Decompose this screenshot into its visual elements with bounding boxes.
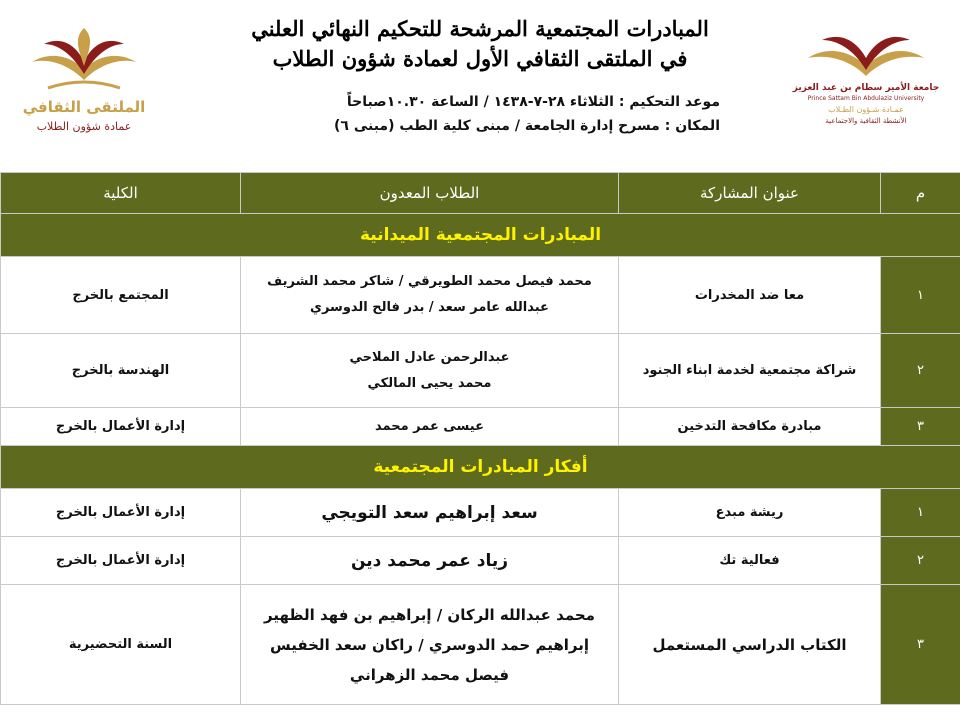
student-line: محمد عبدالله الركان / إبراهيم بن فهد الظهير xyxy=(264,605,595,624)
row-college: المجتمع بالخرج xyxy=(1,257,241,334)
row-students xyxy=(241,257,619,334)
row-number: ١ xyxy=(881,257,960,334)
col-header-students: الطلاب المعدون xyxy=(241,173,619,214)
row-topic: مبادرة مكافحة التدخين xyxy=(619,408,881,446)
title-block xyxy=(180,14,780,74)
student-line: محمد يحيى المالكي xyxy=(367,375,492,391)
logo-subtitle: عمادة شؤون الطلاب xyxy=(36,120,132,133)
section-title: المبادرات المجتمعية الميدانية xyxy=(1,214,960,257)
university-name-en: Prince Sattam Bin Abdulaziz University xyxy=(807,95,925,102)
col-header-num: م xyxy=(881,173,960,214)
row-college: إدارة الأعمال بالخرج xyxy=(1,408,241,446)
document-header xyxy=(0,0,960,170)
student-line: سعد إبراهيم سعد التويجي xyxy=(321,502,538,523)
row-topic: معا ضد المخدرات xyxy=(619,257,881,334)
section-row-field-initiatives xyxy=(1,214,960,257)
row-number: ٢ xyxy=(881,334,960,408)
page-title: المبادرات المجتمعية المرشحة للتحكيم النهائي العلني xyxy=(251,16,709,41)
event-info xyxy=(250,90,720,138)
cultural-forum-logo xyxy=(18,18,150,136)
row-students xyxy=(241,334,619,408)
logo-name: الملتقى الثقافي xyxy=(22,98,146,116)
row-number: ١ xyxy=(881,489,960,537)
row-college: الهندسة بالخرج xyxy=(1,334,241,408)
table-row xyxy=(1,537,960,585)
section-title: أفكار المبادرات المجتمعية xyxy=(1,446,960,489)
row-students xyxy=(241,489,619,537)
section-row-initiative-ideas xyxy=(1,446,960,489)
row-topic: فعالية تك xyxy=(619,537,881,585)
table-row xyxy=(1,408,960,446)
row-college: إدارة الأعمال بالخرج xyxy=(1,537,241,585)
row-topic: ريشة مبدع xyxy=(619,489,881,537)
row-number: ٢ xyxy=(881,537,960,585)
student-line: عيسى عمر محمد xyxy=(375,418,484,434)
schedule-text: موعد التحكيم : الثلاثاء ٢٨-٧-١٤٣٨ / الساعة ١٠.٣٠صباحاً xyxy=(346,94,720,110)
venue-text: المكان : مسرح إدارة الجامعة / مبنى كلية الطب (مبنى ٦) xyxy=(334,118,720,134)
student-line: محمد فيصل محمد الطويرقي / شاكر محمد الشريف xyxy=(267,274,592,289)
row-students xyxy=(241,585,619,705)
university-logo xyxy=(792,18,940,128)
department-name: الأنشطة الثقافية والاجتماعية xyxy=(825,117,907,125)
col-header-topic: عنوان المشاركة xyxy=(619,173,881,214)
table-header-row xyxy=(1,173,960,214)
initiatives-table xyxy=(0,172,960,705)
university-name-ar: جامعة الأمير سطام بن عبد العزيز xyxy=(792,83,940,93)
row-topic: الكتاب الدراسي المستعمل xyxy=(619,585,881,705)
row-number: ٣ xyxy=(881,585,960,705)
page-subtitle: في الملتقى الثقافي الأول لعمادة شؤون الطلاب xyxy=(272,46,688,71)
row-college: السنة التحضيرية xyxy=(1,585,241,705)
row-topic: شراكة مجتمعية لخدمة ابناء الجنود xyxy=(619,334,881,408)
table-row xyxy=(1,334,960,408)
row-students xyxy=(241,537,619,585)
table-row xyxy=(1,257,960,334)
student-line: إبراهيم حمد الدوسري / راكان سعد الخفيس xyxy=(270,635,589,654)
student-line: زياد عمر محمد دين xyxy=(350,550,509,571)
table-row xyxy=(1,585,960,705)
student-line: عبدالرحمن عادل الملاحي xyxy=(349,349,510,365)
deanship-name: عمـادة شـؤون الطـلاب xyxy=(828,105,904,114)
row-number: ٣ xyxy=(881,408,960,446)
table-row xyxy=(1,489,960,537)
row-students xyxy=(241,408,619,446)
student-line: فيصل محمد الزهراني xyxy=(349,665,510,684)
col-header-college: الكلية xyxy=(1,173,241,214)
row-college: إدارة الأعمال بالخرج xyxy=(1,489,241,537)
student-line: عبدالله عامر سعد / بدر فالح الدوسري xyxy=(310,300,549,315)
